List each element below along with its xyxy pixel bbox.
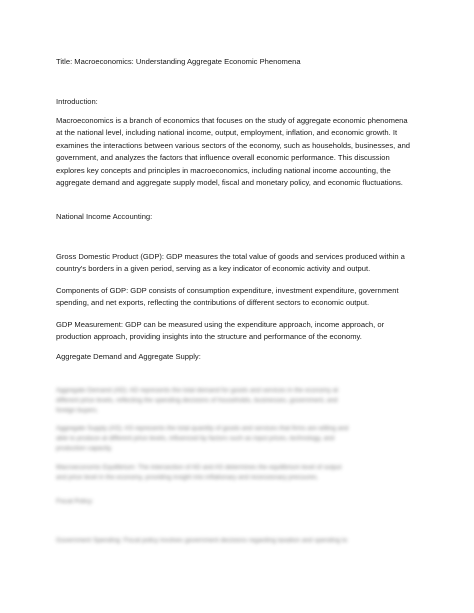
intro-line: Macroeconomics is a branch of economics that focuses on the study of aggregate economic phenomena — [56, 116, 408, 125]
intro-line: at the national level, including national income, output, employment, inflation, and economic growth. It — [56, 128, 398, 138]
blurred-line: different price levels, reflecting the spending decisions of households, businesses, government, and — [56, 397, 338, 405]
intro-line: government, and analyzes the factors that influence overall economic performance. This discussion — [56, 153, 390, 163]
measurement-line: GDP Measurement: GDP can be measured using the expenditure approach, income approach, or — [56, 320, 385, 329]
gdp-line: country's borders in a given period, serving as a key indicator of economic activity and output. — [56, 264, 371, 274]
blurred-line: production capacity. — [56, 445, 113, 453]
blurred-equilibrium-paragraph — [56, 463, 420, 483]
document-title: Title: Macroeconomics: Understanding Aggregate Economic Phenomena — [56, 57, 301, 66]
components-line: spending, and net exports, reflecting the contributions of different sectors to economic output. — [56, 298, 370, 308]
adas-heading: Aggregate Demand and Aggregate Supply: — [56, 352, 201, 361]
components-line: Components of GDP: GDP consists of consumption expenditure, investment expenditure, government — [56, 286, 399, 295]
gdp-line: Gross Domestic Product (GDP): GDP measures the total value of goods and services produced within a — [56, 252, 405, 261]
nia-heading: National Income Accounting: — [56, 212, 153, 221]
intro-line: examines the interactions between various sectors of the economy, such as households, businesses, and — [56, 140, 411, 150]
blurred-line: and price level in the economy, providing insight into inflationary and recessionary pressures. — [56, 474, 319, 482]
blurred-line: Aggregate Supply (AS): AS represents the total quantity of goods and services that firms are willing and — [56, 425, 349, 432]
blurred-line: foreign buyers. — [56, 407, 99, 415]
blurred-as-paragraph — [56, 424, 420, 455]
intro-heading: Introduction: — [56, 97, 98, 106]
blurred-line: able to produce at different price levels, influenced by factors such as input prices, technology, and — [56, 435, 335, 443]
blurred-line: Macroeconomic Equilibrium: The intersection of AD and AS determines the equilibrium level of output — [56, 464, 342, 471]
components-paragraph — [56, 285, 420, 310]
measurement-line: production approach, providing insights into the structure and performance of the economy. — [56, 332, 362, 342]
blurred-fiscal-heading: Fiscal Policy: — [56, 498, 94, 505]
blurred-line: Aggregate Demand (AD): AD represents the total demand for goods and services in the economy at — [56, 387, 339, 394]
intro-paragraph — [56, 115, 420, 189]
measurement-paragraph — [56, 319, 420, 344]
gdp-paragraph — [56, 251, 420, 276]
intro-line: aggregate demand and aggregate supply model, fiscal and monetary policy, and economic fluctuations. — [56, 178, 403, 188]
blurred-government-line: Government Spending: Fiscal policy involves government decisions regarding taxation and spending to — [56, 537, 348, 544]
intro-line: explores key concepts and principles in macroeconomics, including national income accounting, the — [56, 165, 391, 175]
blurred-ad-paragraph — [56, 386, 420, 417]
